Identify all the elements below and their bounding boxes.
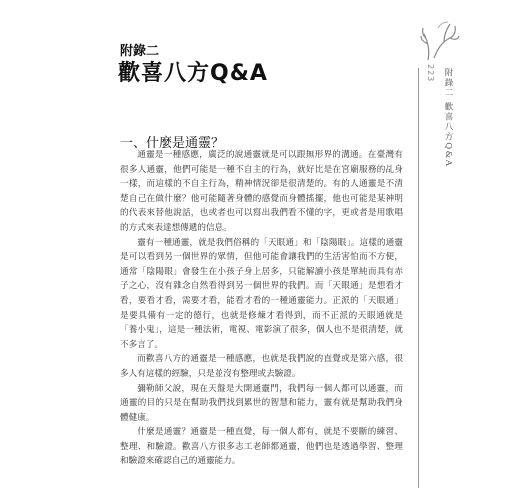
body-text: [120, 148, 403, 469]
paragraph: 靈有一種通靈，就是我們俗稱的「天眼通」和「陰陽眼」。這樣的通靈是可以看到另一個世界的眾情，但他可能會讓我們的生活害怕而不方便，通常「陰陽眼」會發生在小孩子身上居多，只能解讀小孩是單純而具有赤子之心，沒有雜念自然看得到另一個世界的我們。而「天眼通」是想看才看，要看才看，需要才看，能看才看的一種通靈能力。正派的「天眼通」是要具備有一定的德行，也就是修煉才看得到，而不正派的天眼通就是「養小鬼」，這是一種法術，電視、電影演了很多，個人也不是很清楚，就不多言了。: [120, 237, 403, 350]
side-divider: [418, 68, 419, 488]
appendix-label: 附錄二: [120, 44, 160, 59]
paragraph: 通靈是一種感應，廣泛的說通靈就是可以跟無形界的溝通。在臺灣有很多人通靈，他們可能是一種不自主的行為，就好比是在宮廟服務的乩身一樣，而這樣的不自主行為，精神情況卻是很清楚的。有的人通靈是不清楚自己在做什麼？他可能隨著身體的感覺而身體搖擺，他也可能是某神明的代表來替他說話，也或者也可以寫出我們看不懂的字，更或者是用歌唱的方式來表達想傳遞的信息。: [120, 150, 403, 233]
paragraph: 而歡喜八方的通靈是一種感應，也就是我們說的直覺或是第六感，很多人有這樣的經驗，只是並沒有整理或去驗證。: [120, 354, 403, 379]
running-header: 附錄二 歡喜八方Q&A: [443, 68, 453, 168]
paragraph: 什麼是通靈？通靈是一種直覺，每一個人都有，就是不要斷的練習、整理、和驗證。歡喜八方很多志工老師都通靈，他們也是透過學習、整理和驗證來確認自己的通靈能力。: [120, 427, 403, 467]
paragraph: 彌勒師父說，現在天盤是大開通靈門，我們每一個人都可以通靈，而通靈的目的只是在幫助我們找到累世的智慧和能力，靈有就是幫助我們身體健康。: [120, 383, 403, 423]
chapter-title: 歡喜八方Q&A: [118, 61, 268, 86]
section-heading: 一、什麼是通靈？: [120, 136, 225, 151]
page-number: 223: [426, 64, 435, 83]
deer-antler-icon: [420, 14, 460, 62]
